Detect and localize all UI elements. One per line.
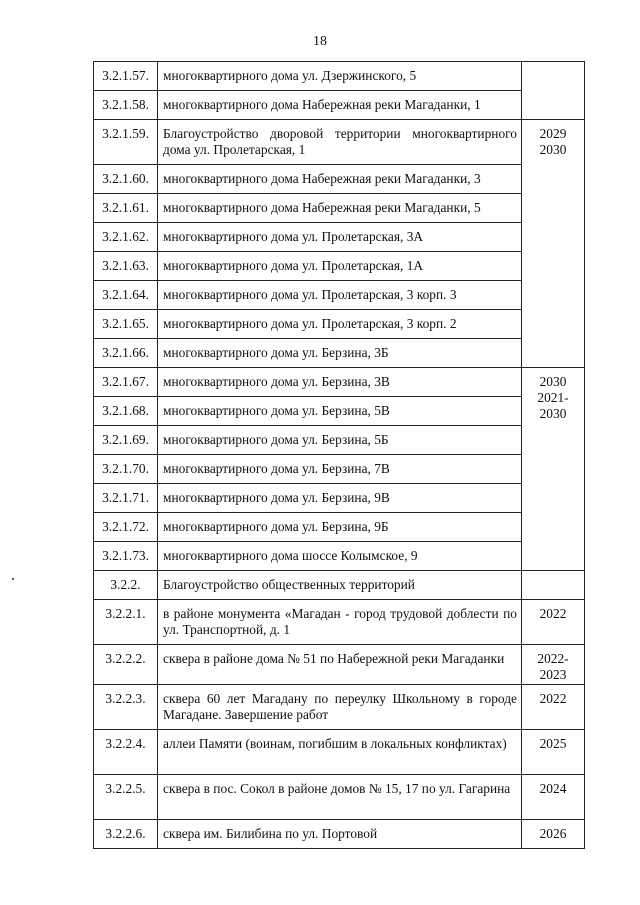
- item-text: многоквартирного дома Набережная реки Магаданки, 5: [158, 194, 522, 223]
- year-value: 2023: [539, 667, 567, 682]
- table-row: [94, 252, 585, 281]
- item-number: 3.2.1.65.: [94, 310, 158, 339]
- year-cell: [522, 571, 585, 600]
- table-row: [94, 775, 585, 820]
- item-number: 3.2.2.4.: [94, 730, 158, 775]
- year-value: 2022-: [537, 651, 569, 666]
- item-text: аллеи Памяти (воинам, погибшим в локальных конфликтах): [158, 730, 522, 775]
- item-text: сквера им. Билибина по ул. Портовой: [158, 820, 522, 849]
- item-text: сквера в пос. Сокол в районе домов № 15, 17 по ул. Гагарина: [158, 775, 522, 820]
- item-text: многоквартирного дома ул. Пролетарская, 3А: [158, 223, 522, 252]
- table-row: [94, 339, 585, 368]
- item-number: 3.2.1.64.: [94, 281, 158, 310]
- table-row: [94, 600, 585, 645]
- year-value: 2025: [539, 736, 567, 751]
- table-row: [94, 194, 585, 223]
- item-text: многоквартирного дома Набережная реки Магаданки, 1: [158, 91, 522, 120]
- table-row: [94, 310, 585, 339]
- year-cell: [522, 368, 585, 571]
- item-text: многоквартирного дома ул. Пролетарская, 3 корп. 3: [158, 281, 522, 310]
- item-text: многоквартирного дома ул. Берзина, 5В: [158, 397, 522, 426]
- item-number: 3.2.2.1.: [94, 600, 158, 645]
- item-number: 3.2.1.58.: [94, 91, 158, 120]
- year-cell: [522, 775, 585, 820]
- year-cell: [522, 645, 585, 685]
- table-row: [94, 820, 585, 849]
- item-number: 3.2.1.61.: [94, 194, 158, 223]
- item-text: многоквартирного дома ул. Берзина, 5Б: [158, 426, 522, 455]
- scan-speck: [12, 578, 14, 580]
- program-table: [93, 61, 585, 849]
- table-row: [94, 397, 585, 426]
- table-row: [94, 91, 585, 120]
- item-number: 3.2.2.: [94, 571, 158, 600]
- item-text: многоквартирного дома ул. Пролетарская, 3 корп. 2: [158, 310, 522, 339]
- item-text: Благоустройство дворовой территории многоквартирного дома ул. Пролетарская, 1: [158, 120, 522, 165]
- item-text: сквера 60 лет Магадану по переулку Школьному в городе Магадане. Завершение работ: [158, 685, 522, 730]
- item-number: 3.2.1.73.: [94, 542, 158, 571]
- item-number: 3.2.1.66.: [94, 339, 158, 368]
- year-cell: [522, 62, 585, 120]
- table-row: [94, 513, 585, 542]
- item-number: 3.2.1.72.: [94, 513, 158, 542]
- table-row: [94, 484, 585, 513]
- year-cell: [522, 120, 585, 368]
- table-row: [94, 542, 585, 571]
- item-text: в районе монумента «Магадан - город трудовой доблести по ул. Транспортной, д. 1: [158, 600, 522, 645]
- table-row: [94, 120, 585, 165]
- item-number: 3.2.1.59.: [94, 120, 158, 165]
- item-text: многоквартирного дома ул. Дзержинского, 5: [158, 62, 522, 91]
- item-number: 3.2.1.62.: [94, 223, 158, 252]
- item-number: 3.2.1.68.: [94, 397, 158, 426]
- item-number: 3.2.1.60.: [94, 165, 158, 194]
- table-row: [94, 730, 585, 775]
- year-cell: [522, 820, 585, 849]
- item-text: Благоустройство общественных территорий: [158, 571, 522, 600]
- page-number: 18: [313, 34, 327, 49]
- item-text: многоквартирного дома ул. Берзина, 9Б: [158, 513, 522, 542]
- item-text: многоквартирного дома Набережная реки Магаданки, 3: [158, 165, 522, 194]
- year-value: 2022: [539, 606, 567, 621]
- item-text: многоквартирного дома ул. Берзина, 3Б: [158, 339, 522, 368]
- year-value: 2022: [539, 691, 567, 706]
- item-number: 3.2.1.71.: [94, 484, 158, 513]
- year-value: 2030: [539, 406, 567, 421]
- table-row: [94, 426, 585, 455]
- table-row: [94, 645, 585, 685]
- year-value: 2026: [539, 826, 567, 841]
- item-text: многоквартирного дома шоссе Колымское, 9: [158, 542, 522, 571]
- item-number: 3.2.1.67.: [94, 368, 158, 397]
- table-row: [94, 223, 585, 252]
- year-cell: [522, 685, 585, 730]
- item-number: 3.2.2.6.: [94, 820, 158, 849]
- item-text: сквера в районе дома № 51 по Набережной реки Магаданки: [158, 645, 522, 685]
- year-value: 2024: [539, 781, 567, 796]
- item-number: 3.2.1.70.: [94, 455, 158, 484]
- item-number: 3.2.2.3.: [94, 685, 158, 730]
- item-number: 3.2.1.63.: [94, 252, 158, 281]
- item-text: многоквартирного дома ул. Пролетарская, 1А: [158, 252, 522, 281]
- table-row: [94, 455, 585, 484]
- table-row: [94, 571, 585, 600]
- table-row: [94, 62, 585, 91]
- item-text: многоквартирного дома ул. Берзина, 3В: [158, 368, 522, 397]
- table-row: [94, 685, 585, 730]
- year-value: 2029: [539, 126, 567, 141]
- table-row: [94, 281, 585, 310]
- item-number: 3.2.2.5.: [94, 775, 158, 820]
- item-text: многоквартирного дома ул. Берзина, 9В: [158, 484, 522, 513]
- item-text: многоквартирного дома ул. Берзина, 7В: [158, 455, 522, 484]
- item-number: 3.2.1.57.: [94, 62, 158, 91]
- item-number: 3.2.2.2.: [94, 645, 158, 685]
- year-value: 2021-: [537, 390, 569, 405]
- year-cell: [522, 730, 585, 775]
- year-value: 2030: [539, 374, 567, 389]
- item-number: 3.2.1.69.: [94, 426, 158, 455]
- year-value: 2030: [539, 142, 567, 157]
- year-cell: [522, 600, 585, 645]
- table-row: [94, 165, 585, 194]
- table-row: [94, 368, 585, 397]
